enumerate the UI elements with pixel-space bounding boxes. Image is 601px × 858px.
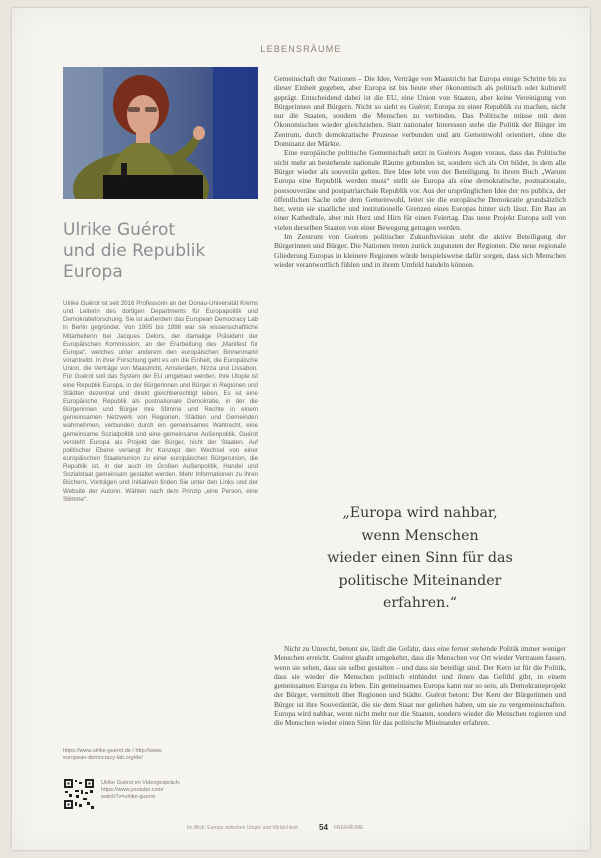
quote-line-1: „Europa wird nahbar,: [342, 505, 498, 521]
qr-caption-line-2[interactable]: https://www.youtube.com/: [101, 787, 164, 793]
quote-line-5: erfahren.“: [382, 595, 458, 611]
article-column-top: [274, 74, 566, 492]
link-line-2[interactable]: european-democracy-lab.org/de/: [63, 755, 143, 761]
paragraph-3: Im Zentrum von Guérots politischer Zukunftsvision steht die aktive Beteiligung der Bürgerinnen und Bürger. Die Nationen treten zurück zugunsten der Regionen. Die neue regionale Gliederung Europas in kleinere Regionen würde beispielsweise dafür sorgen, dass sich Menschen wieder verantwortlich fühlen und in ihrem Umfeld handeln können.: [274, 232, 566, 269]
paragraph-4: Nicht zu Unrecht, betont sie, läuft die Gefahr, dass eine ferner stehende Politik immer weniger Menschen erreicht. Guérot glaubt umgekehrt, dass die Menschen vor Ort wieder Vertrauen fassen, wenn sie sehen, dass sie selbst gestalten – und dass sie beteiligt sind. Der Kern ist für die Politik, dass sie wieder die Menschen politisch einbindet und ihnen das Gefühl gibt, in einem gemeinsamen Europa zu leben. Ein gemeinsames Europa kann nur so sein, als Demokratieprojekt der Bürger, vermittelt über Regionen und Städte. Guérot betont: Der Kern der Bürgerinnen und Bürger ist ihre Souveränität, die sie dem Staat nur geliehen haben, um sie zu vergemeinschaften. Europa wird nahbar, wenn nicht mehr nur die Staaten, sondern wieder die Menschen regieren und die Menschen wieder einen Sinn für das politische Miteinander erfahren.: [274, 644, 566, 728]
footer-right-text: FREIRÄUME: [334, 825, 364, 831]
qr-caption: [101, 780, 251, 801]
title-line-3: Europa: [63, 262, 123, 282]
author-bio: Ulrike Guérot ist seit 2016 Professorin an der Donau-Universität Krems und Leiterin des dortigen Departments für Europapolitik und Demokratieforschung. Sie ist außerdem das European Democracy Lab in Berlin gegründet. Von 1995 bis 1998 war sie wissenschaftliche Mitarbeiterin bei Jacques Delors, der damalige Präsident der Europäischen Kommission, an der Erarbeitung des „Manifest für Europa“, welches unter anderem den europäischen Binnenmarkt vorantreibt. In ihrer Forschung geht es um die Einheit, die Europäische Union, die Verträge von Maastricht, Amsterdam, Nizza und Lissabon. Für Guérot soll das System der EU umgebaut werden. Ihre Utopie ist eine Republik Europa, in der Bürgerinnen und Bürger in Regionen und Städten dezentral und direkt gleichberechtigt leben. Es ist eine Europäische Republik als postnationale Demokratie, in der die Bürgerinnen und Bürger ihre Stimme und Rechte in einem gemeinsamen Netzwerk von Regionen, Städten und Gemeinden wahrnehmen, verbunden durch ein gemeinsames Wahlrecht, eine gemeinsame Sozialpolitik und eine gemeinsame Außenpolitik. Guérot versteht Europa als Projekt der Bürger, nicht der Staaten. Auf politischer Ebene verlangt ihr Konzept den Wechsel von einer europäischen Staatenunion zu einer europäischen Bürgerunion, die Republik ist, in der auch im Großen Außenpolitik, Handel und Sozialstaat gemeinsam gestaltet werden. Mehr Informationen zu ihren Büchern, Vorträgen und Initiativen finden Sie unter den Links und der Website der Autorin. Wählen nach dem Prinzip „eine Person, eine Stimme“.: [63, 300, 258, 503]
qr-code: [63, 778, 95, 810]
article-column-bottom: [274, 644, 566, 812]
links-block: [63, 748, 258, 762]
title-line-2: und die Republik: [63, 241, 206, 261]
pull-quote: [274, 502, 566, 615]
footer-left-text: Im Blick: Europa zwischen Utopie und Wirklichkeit: [187, 825, 298, 831]
link-line-1[interactable]: https://www.ulrike-guerot.de / http://www.: [63, 748, 163, 754]
portrait-photo: [63, 67, 258, 199]
paragraph-2: Eine europäische politische Gemeinschaft setzt in Guérots Augen voraus, dass das Politische nicht mehr an bestehende nationale Räume gebunden ist, sondern sich als Ort bildet, in dem alle Bürger wieder als souverän gelten. Ihre Idee lebt von der Beteiligung. In ihrem Buch „Warum Europa eine Republik werden muss“ stellt sie Europa als eine demokratische, postnationale, postsouveräne und postpatriarchale Republik vor. Aus der ursprünglichen Idee der res publica, der öffentlichen Sache oder dem Gemeinwohl, leitet sie die europäische Demokratie grundsätzlich her, wenn sie staatliche und institutionelle Grenzen eines Europas hinter sich lässt. Ein Bau an einer Kathedrale, aber mit Herz und Hirn für einen Feiertag. Das neue Projekt Europa soll von vielen derselben Staaten von einer Bewegung getragen werden.: [274, 148, 566, 232]
qr-caption-line-1: Ulrike Guérot im Videogespräch:: [101, 780, 181, 786]
qr-caption-line-3[interactable]: watch?v=ulrike-guerot: [101, 794, 155, 800]
section-header: LEBENSRÄUME: [260, 44, 342, 54]
paragraph-1: Gemeinschaft der Nationen – Die Idee, Verträge von Maastricht hat Europa einige Schritte bis zu dieser Einheit gegeben, aber Europa ist bis heute eher ökonomisch als politisch oder kulturell geprägt. Entscheidend dabei ist die EU, eine Union von Staaten, aber keine Vereinigung von Bürgerinnen und Bürgern. Nicht so sieht es Guérot; Europa zu einer Republik zu machen, nicht nur die Staaten, sondern die Menschen zu verbinden. Das Politische müsse mit dem Ökonomischen wieder gleichziehen. Statt nationaler Interessen stehe die Politik der Bürger im Zentrum, durch demokratische Prozesse verbunden und am Gemeinwohl orientiert, ohne die Dominanz der Märkte.: [274, 74, 566, 149]
title-line-1: Ulrike Guérot: [63, 220, 176, 240]
quote-line-3: wieder einen Sinn für das: [327, 550, 513, 566]
article-title: [63, 220, 258, 283]
quote-line-2: wenn Menschen: [361, 527, 479, 544]
portrait-illustration: [63, 67, 258, 199]
magazine-page: [12, 8, 590, 850]
quote-line-4: politische Miteinander: [338, 572, 502, 589]
qr-code-icon: [63, 778, 95, 810]
page-number: 54: [319, 823, 328, 832]
